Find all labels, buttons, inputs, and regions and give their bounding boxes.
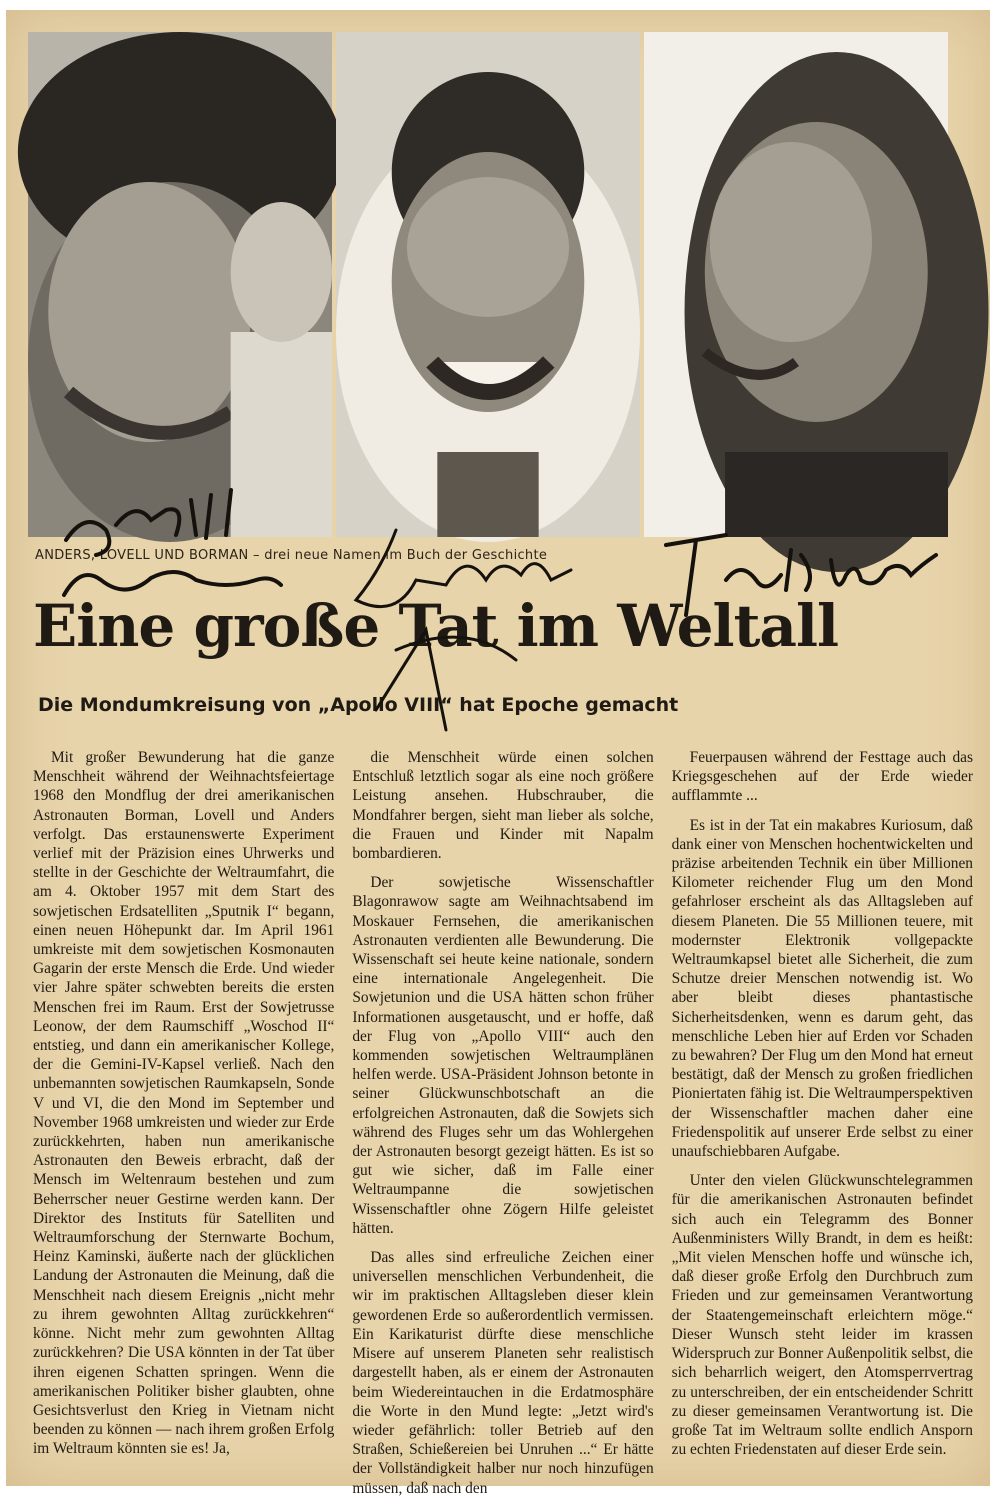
paragraph: Unter den vielen Glückwunschtelegrammen für die amerikanischen Astronauten befindet sich auch ein Telegramm des Bonner Außenministers Willy Brandt, in dem es heißt: „Mit vielen Menschen hoffe und wünsche ich, daß dieser große Erfolg den Durchbruch zum Frieden und zur gemeinsamen Verantwortung der Staatengemeinschaft erleichtern möge.“ Dieser Wunsch steht leider im krassen Widerspruch zur Bonner Außenpolitik selbst, die sich beharrlich weigert, den Atomsperrvertrag zu unterschreiben, der ein entscheidender Schritt zu dieser gemeinsamen Verantwortung ist. Die große Tat im Weltraum sollte endlich Ansporn zu echten Friedenstaten auf dieser Erde sein.: [671, 1172, 973, 1459]
subheadline: Die Mondumkreisung von „Apollo VIII“ hat Epoche gemacht: [38, 694, 679, 716]
paragraph: Es ist in der Tat ein makabres Kuriosum, daß dank einer von Menschen hochentwickelten und präzise arbeitenden Technik ein über Millionen Kilometer reichender Flug um den Mond gefahrloser erscheint als das Alltagsleben auf diesem Planeten. Die 55 Millionen teuere, mit modernster Elektronik vollgepackte Weltraumkapsel bietet alle Sicherheit, die zum Schutze dreier Menschen notwendig ist. Wo aber bleibt dieses phantastische Sicherheitsdenken, wenn es darum geht, das menschliche Leben hier auf Erden vor Schaden zu bewahren? Der Flug um den Mond hat erneut bestätigt, daß der Mensch zu großen friedlichen Pioniertaten fähig ist. Die Weltraumperspektiven der Wissenschaftler machen daher eine Friedenspolitik auf unserer Erde selbst zu einer unaufschiebbaren Aufgabe.: [671, 816, 973, 1161]
astronaut-photo-strip: [28, 32, 948, 537]
caption-names: ANDERS, LOVELL UND BORMAN: [35, 548, 249, 563]
paragraph: Das alles sind erfreuliche Zeichen einer universellen menschlichen Verbundenheit, die wir im praktischen Alltagsleben dieser klein gewordenen Erde so außerordentlich vermissen. Ein Karikaturist dürfte diese menschliche Misere auf unserem Planeten sehr realistisch dargestellt haben, als er einem der Astronauten beim Wiedereintauchen in die Erdatmosphäre die Worte in den Mund legte: „Jetzt wird's wieder gefährlich: toller Betrieb auf den Straßen, Schießereien bei Unruhen ...“ Er hätte der Vollständigkeit halber nur noch hinzufügen müssen, daß nach den: [352, 1249, 654, 1497]
photo-lovell: [336, 32, 640, 537]
paragraph: Feuerpausen während der Festtage auch das Kriegsgeschehen auf der Erde wieder aufflammte ...: [671, 749, 973, 805]
paragraph: Mit großer Bewunderung hat die ganze Menschheit während der Weihnachtsfeiertage 1968 den Mondflug der drei amerikanischen Astronauten Borman, Lovell und Anders verfolgt. Das erstaunenswerte Experiment verlief mit der Präzision eines Uhrwerks und stellte in der Geschichte der Weltraumfahrt, die am 4. Oktober 1957 mit dem Start des sowjetischen Erdsatelliten „Sputnik I“ begann, einen neuen Höhepunkt dar. Im April 1961 umkreiste mit dem sowjetischen Kosmonauten Gagarin der erste Mensch die Erde. Und wieder vier Jahre später schwebten bereits die ersten Menschen frei im Raum. Erst der Sowjetrusse Leonow, der dem Raumschiff „Woschod II“ entstieg, und dann ein amerikanischer Kollege, der die Gemini-IV-Kapsel verließ. Nach den unbemannten sowjetischen Raumkapseln, Sonde V und VI, die den Mond im September und November 1968 umkreisten und wieder zur Erde zurückkehrten, haben nun amerikanische Astronauten den Beweis erbracht, daß der Mensch im Weltenraum bestehen und zum Beherrscher neuer Gestirne werden kann. Der Direktor des Instituts für Satelliten und Weltraumforschung der Sternwarte Bochum, Heinz Kaminski, äußerte nach der glücklichen Landung der Astronauten die Meinung, daß die Menschheit nach diesem Ereignis „nicht mehr zu ihrem gewohnten Alltag zurückkehren“ könne. Nicht mehr zum gewohnten Alltag zurückkehren? Die USA könnten in der Tat über ihren eigenen Schatten springen. Wenn die amerikanischen Politiker bisher glaubten, ohne Gesichtsverlust den Krieg in Vietnam nicht beenden zu können — nach ihrem großen Erfolg im Weltraum könnten sie es! Ja,: [33, 749, 335, 1458]
article-column-1: [33, 748, 334, 1478]
paragraph: die Menschheit würde einen solchen Entschluß letztlich sogar als eine noch größere Leistung ansehen. Hubschrauber, die Mondfahrer bergen, sieht man lieber als solche, die Frauen und Kinder mit Napalm bombardieren.: [352, 749, 654, 863]
photo-borman: [644, 32, 948, 537]
paragraph: Der sowjetische Wissenschaftler Blagonrawow sagte am Weihnachtsabend im Moskauer Fernsehen, die amerikanischen Astronauten verdienten alle Bewunderung. Die Wissenschaft sei heute keine nationale, sondern eine internationale Angelegenheit. Die Sowjetunion und die USA hätten schon früher Informationen ausgetauscht, und er hoffe, daß der Flug von „Apollo VIII“ auch den kommenden sowjetischen Weltraumplänen helfen werde. USA-Präsident Johnson betonte in seiner Glückwunschbotschaft an die erfolgreichen Astronauten, daß die Sowjets sich während des Fluges sehr um das Wohlergehen der Astronauten besorgt gezeigt hätten. Es ist so gut wie sicher, daß im Falle einer Weltraumpanne die sowjetischen Wissenschaftler ohne Zögern Hilfe geleistet hätten.: [352, 874, 654, 1237]
article-column-2: [352, 748, 654, 1497]
article-body: [33, 748, 973, 1497]
headline: Eine große Tat im Weltall: [33, 592, 839, 660]
newspaper-clipping: [6, 10, 990, 1497]
photo-caption: [35, 548, 547, 563]
caption-text: – drei neue Namen im Buch der Geschichte: [248, 548, 548, 563]
photo-anders: [28, 32, 332, 537]
article-column-3: [672, 748, 973, 1478]
